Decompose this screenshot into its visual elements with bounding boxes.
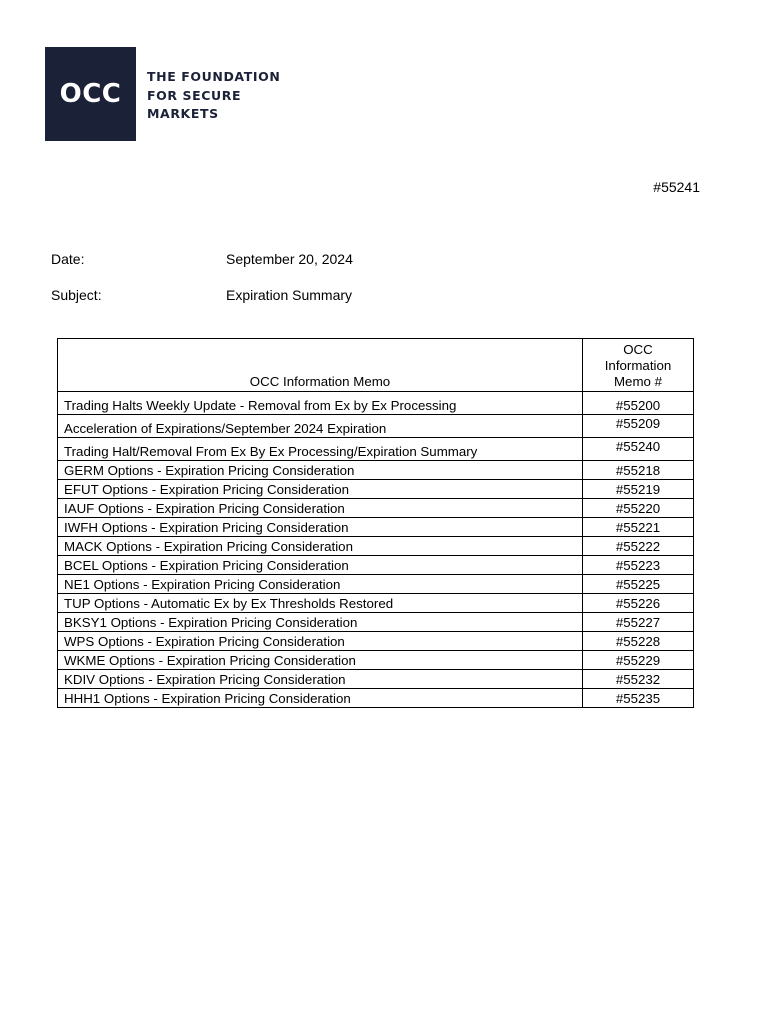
memo-number-cell: #55229: [583, 651, 694, 670]
table-row: [58, 518, 694, 537]
date-label: Date:: [51, 251, 85, 267]
memo-title-cell: BCEL Options - Expiration Pricing Consideration: [58, 556, 583, 575]
memo-title-cell: Acceleration of Expirations/September 2024 Expiration: [58, 415, 583, 438]
table-row: [58, 415, 694, 438]
table-row: [58, 651, 694, 670]
memo-title-cell: EFUT Options - Expiration Pricing Consideration: [58, 480, 583, 499]
table-row: [58, 632, 694, 651]
memo-title-cell: IAUF Options - Expiration Pricing Consideration: [58, 499, 583, 518]
memo-title-cell: GERM Options - Expiration Pricing Consideration: [58, 461, 583, 480]
column-header-number: OCC Information Memo #: [583, 339, 694, 392]
logo-tagline: [147, 68, 280, 124]
table-body: [58, 392, 694, 708]
tagline-line: FOR SECURE: [147, 87, 242, 103]
table-row: [58, 594, 694, 613]
memo-title-cell: HHH1 Options - Expiration Pricing Consideration: [58, 689, 583, 708]
memo-number-cell: #55226: [583, 594, 694, 613]
table-row: [58, 575, 694, 594]
logo-mark: OCC: [59, 79, 122, 109]
memo-number-cell: #55223: [583, 556, 694, 575]
memo-title-cell: Trading Halt/Removal From Ex By Ex Processing/Expiration Summary: [58, 438, 583, 461]
table-row: [58, 499, 694, 518]
memo-title-cell: NE1 Options - Expiration Pricing Consideration: [58, 575, 583, 594]
memo-title-cell: TUP Options - Automatic Ex by Ex Thresholds Restored: [58, 594, 583, 613]
subject-label: Subject:: [51, 287, 102, 303]
table-row: [58, 480, 694, 499]
memo-number-cell: #55221: [583, 518, 694, 537]
column-header-memo: OCC Information Memo: [58, 339, 583, 392]
memo-number-cell: #55232: [583, 670, 694, 689]
subject-value: Expiration Summary: [226, 287, 353, 303]
table-row: [58, 461, 694, 480]
table-row: [58, 537, 694, 556]
memo-title-cell: WKME Options - Expiration Pricing Consideration: [58, 651, 583, 670]
memo-number-cell: #55218: [583, 461, 694, 480]
memo-number-cell: #55219: [583, 480, 694, 499]
memo-number-cell: #55228: [583, 632, 694, 651]
memo-number-cell: #55200: [583, 392, 694, 415]
memo-title-cell: MACK Options - Expiration Pricing Consideration: [58, 537, 583, 556]
memo-title-cell: Trading Halts Weekly Update - Removal from Ex by Ex Processing: [58, 392, 583, 415]
memo-number-cell: #55227: [583, 613, 694, 632]
memo-number-cell: #55222: [583, 537, 694, 556]
table-row: [58, 613, 694, 632]
memo-title-cell: WPS Options - Expiration Pricing Consideration: [58, 632, 583, 651]
memo-number-cell: #55209: [583, 415, 694, 438]
memo-number-cell: #55220: [583, 499, 694, 518]
table-header-row: [58, 339, 694, 392]
occ-logo: [45, 47, 136, 141]
memo-title-cell: IWFH Options - Expiration Pricing Consideration: [58, 518, 583, 537]
memo-title-cell: BKSY1 Options - Expiration Pricing Consideration: [58, 613, 583, 632]
memo-number-cell: #55240: [583, 438, 694, 461]
memo-number-cell: #55225: [583, 575, 694, 594]
tagline-line: MARKETS: [147, 106, 219, 121]
memo-table: [57, 338, 694, 708]
tagline-line: THE FOUNDATION: [147, 69, 281, 84]
memo-number: #55241: [653, 179, 700, 195]
table-row: [58, 556, 694, 575]
table-row: [58, 392, 694, 415]
table-row: [58, 689, 694, 708]
table-row: [58, 438, 694, 461]
date-value: September 20, 2024: [226, 251, 353, 267]
memo-title-cell: KDIV Options - Expiration Pricing Consideration: [58, 670, 583, 689]
memo-number-cell: #55235: [583, 689, 694, 708]
table-row: [58, 670, 694, 689]
